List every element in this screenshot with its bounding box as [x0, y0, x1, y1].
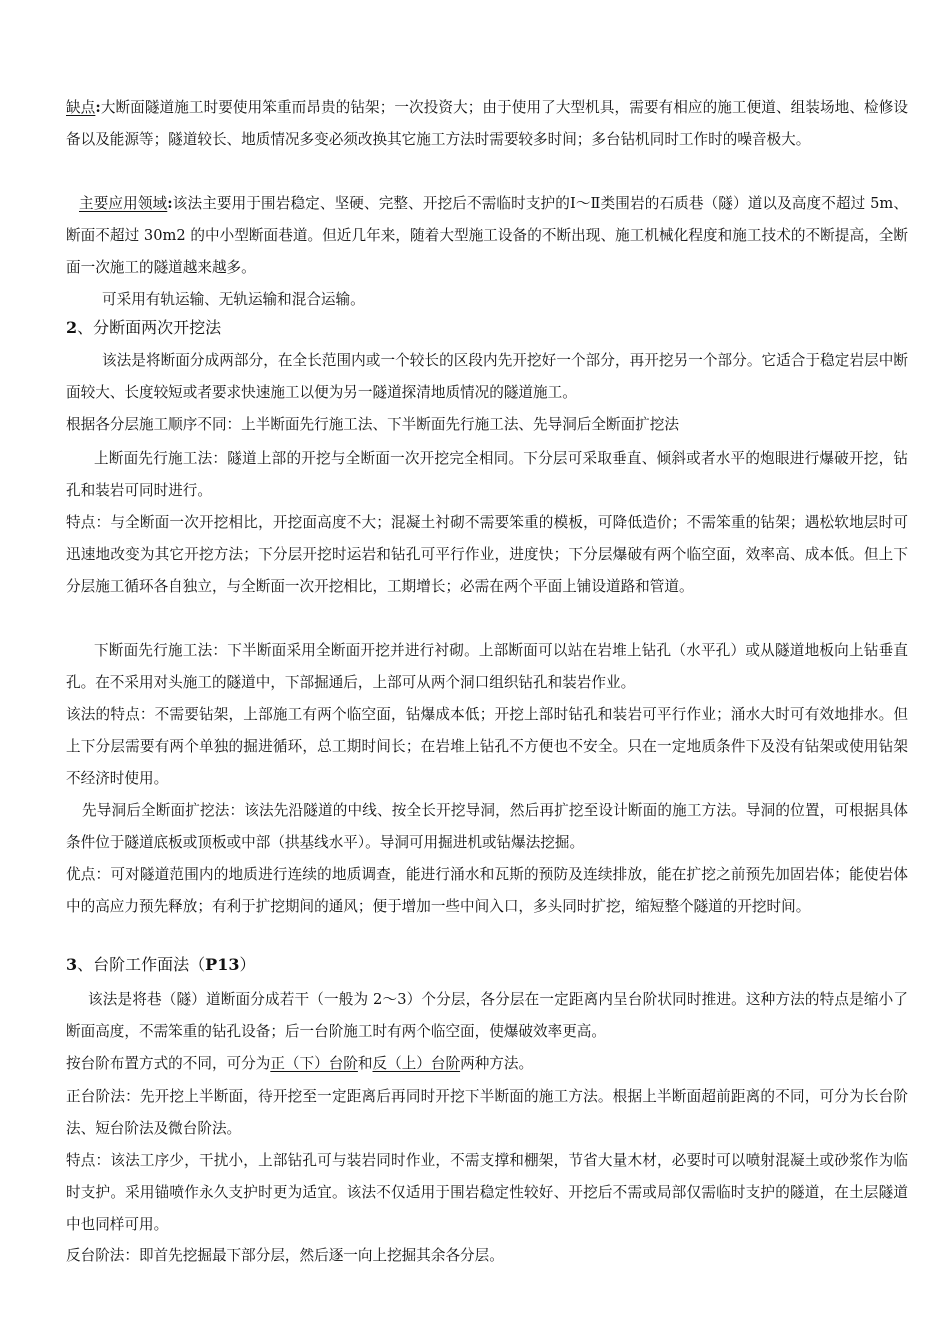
- section-number: 3: [66, 955, 78, 974]
- bench-method-types: [66, 1048, 908, 1080]
- pilot-tunnel-advantages: 优点：可对隧道范围内的地质进行连续的地质调查，能进行涌水和瓦斯的预防及连续排放，能在扩挖之前预先加固岩体；能使岩体中的高应力预先释放；有利于扩挖期间的通风；便于增加一些中间入口，多头同时扩挖，缩短整个隧道的开挖时间。: [66, 866, 908, 915]
- label-colon: :: [95, 99, 101, 116]
- paren-close: ）: [239, 955, 256, 974]
- transport-paragraph: 可采用有轨运输、无轨运输和混合运输。: [102, 291, 365, 308]
- paren-open: （: [189, 955, 206, 974]
- types-mid: 和: [357, 1055, 373, 1072]
- pilot-tunnel-method: 先导洞后全断面扩挖法：该法先沿隧道的中线、按全长开挖导洞，然后再扩挖至设计断面的施工方法。导洞的位置，可根据具体条件位于隧道底板或顶板或中部（拱基线水平）。导洞可用掘进机或钻爆法挖掘。: [66, 802, 908, 851]
- page-reference: P13: [205, 955, 240, 974]
- disadvantages-label: 缺点: [66, 99, 96, 116]
- lower-first-method: 下断面先行施工法：下半断面采用全断面开挖并进行衬砌。上部断面可以站在岩堆上钻孔（水平孔）或从隧道地板向上钻垂直孔。在不采用对头施工的隧道中，下部掘通后，上部可从两个洞口组织钻孔和装岩作业。: [66, 642, 908, 691]
- upper-first-features: 特点：与全断面一次开挖相比，开挖面高度不大；混凝土衬砌不需要笨重的模板，可降低造价；不需笨重的钻架；遇松软地层时可迅速地改变为其它开挖方法；下分层开挖时运岩和钻孔可平行作业，进度快；下分层爆破有两个临空面，效率高、成本低。但上下分层施工循环各自独立，与全断面一次开挖相比，工期增长；必需在两个平面上铺设道路和管道。: [66, 514, 908, 595]
- reverse-bench-method: 反台阶法：即首先挖掘最下部分层，然后逐一向上挖掘其余各分层。: [66, 1247, 504, 1264]
- split-method-intro: 该法是将断面分成两部分，在全长范围内或一个较长的区段内先开挖好一个部分，再开挖另一个部分。它适合于稳定岩层中断面较大、长度较短或者要求快速施工以便为另一隧道探清地质情况的隧道施工。: [66, 352, 908, 401]
- section-title: 、台阶工作面法: [77, 955, 190, 974]
- split-method-types: 根据各分层施工顺序不同：上半断面先行施工法、下半断面先行施工法、先导洞后全断面扩挖法: [66, 416, 679, 433]
- section-heading-3: [66, 950, 255, 980]
- application-paragraph: [66, 188, 908, 284]
- positive-bench-term: 正（下）台阶: [270, 1055, 358, 1072]
- application-text: 该法主要用于围岩稳定、坚硬、完整、开挖后不需临时支护的Ⅰ～Ⅱ类围岩的石质巷（隧）道以及高度不超过 5m、断面不超过 30m2 的中小型断面巷道。但近几年来，随着大型施工设备的不断出现、施工机械化程度和施工技术的不断提高，全断面一次施工的隧道越来越多。: [66, 195, 908, 276]
- reverse-bench-term: 反（上）台阶: [372, 1055, 461, 1072]
- disadvantages-text: 大断面隧道施工时要使用笨重而昂贵的钻架；一次投资大；由于使用了大型机具，需要有相应的施工便道、组装场地、检修设备以及能源等；隧道较长、地质情况多变必须改换其它施工方法时需要较多时间；多台钻机同时工作时的噪音极大。: [66, 99, 908, 148]
- types-post: 两种方法。: [460, 1055, 534, 1072]
- upper-first-method: 上断面先行施工法：隧道上部的开挖与全断面一次开挖完全相同。下分层可采取垂直、倾斜或者水平的炮眼进行爆破开挖，钻孔和装岩可同时进行。: [66, 450, 908, 499]
- types-pre: 按台阶布置方式的不同，可分为: [66, 1055, 271, 1072]
- disadvantages-paragraph: [66, 92, 908, 156]
- section-heading-2: [66, 313, 221, 343]
- lower-first-features: 该法的特点：不需要钻架，上部施工有两个临空面，钻爆成本低；开挖上部时钻孔和装岩可平行作业；涌水大时可有效地排水。但上下分层需要有两个单独的掘进循环，总工期时间长；在岩堆上钻孔不方便也不安全。只在一定地质条件下及没有钻架或使用钻架不经济时使用。: [66, 706, 908, 787]
- positive-bench-features: 特点：该法工序少，干扰小，上部钻孔可与装岩同时作业，不需支撑和棚架，节省大量木材，必要时可以喷射混凝土或砂浆作为临时支护。采用锚喷作永久支护时更为适宜。该法不仅适用于围岩稳定性较好、开挖后不需或局部仅需临时支护的隧道，在土层隧道中也同样可用。: [66, 1152, 908, 1233]
- section-title: 、分断面两次开挖法: [77, 318, 222, 337]
- label-colon: :: [167, 195, 173, 212]
- section-number: 2: [66, 318, 78, 337]
- bench-method-intro: 该法是将巷（隧）道断面分成若干（一般为 2～3）个分层，各分层在一定距离内呈台阶状同时推进。这种方法的特点是缩小了断面高度，不需笨重的钻孔设备；后一台阶施工时有两个临空面，使爆破效率更高。: [66, 991, 908, 1040]
- application-label: 主要应用领域: [79, 195, 168, 212]
- positive-bench-method: 正台阶法：先开挖上半断面，待开挖至一定距离后再同时开挖下半断面的施工方法。根据上半断面超前距离的不同，可分为长台阶法、短台阶法及微台阶法。: [66, 1088, 908, 1137]
